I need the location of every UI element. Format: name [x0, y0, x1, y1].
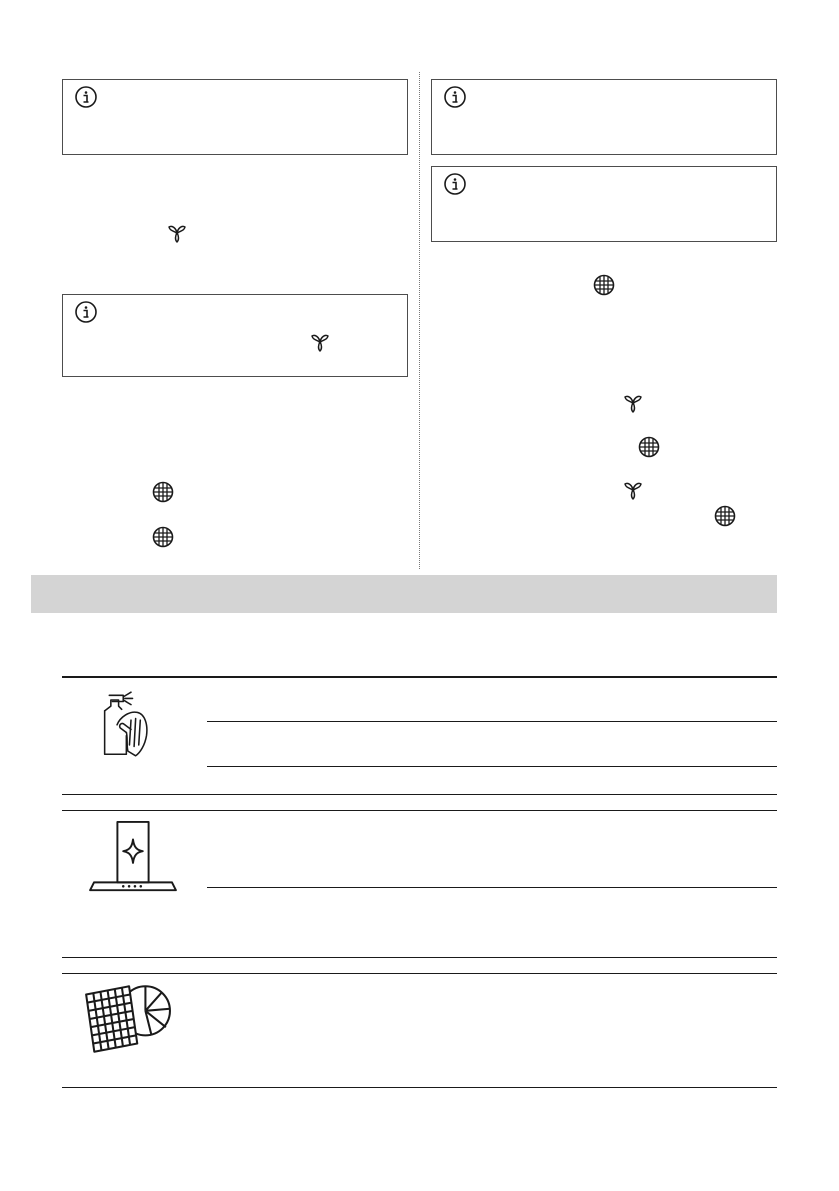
table-row-rule: [62, 973, 777, 974]
info-note-box-4: [431, 166, 777, 242]
table-row-rule: [207, 887, 777, 888]
info-icon: [444, 86, 466, 108]
spray-and-cloth-icon: [100, 680, 162, 768]
cooker-hood-sparkle-icon: [84, 820, 182, 898]
grease-filter-icon: [593, 274, 615, 296]
grease-filter-icon: [638, 436, 660, 458]
fan-icon: [622, 392, 644, 414]
info-note-box-1: [62, 79, 408, 155]
table-row-rule: [207, 721, 777, 722]
grease-filter-icon: [152, 526, 174, 548]
info-icon: [75, 86, 97, 108]
info-note-box-2: [62, 294, 408, 377]
section-header-bar: [31, 575, 777, 613]
fan-icon: [309, 331, 331, 353]
info-icon: [75, 301, 97, 323]
table-row-rule: [207, 766, 777, 767]
table-row-rule: [62, 810, 777, 811]
metal-and-charcoal-filter-icon: [80, 978, 172, 1060]
grease-filter-icon: [714, 505, 736, 527]
grease-filter-icon: [152, 481, 174, 503]
table-row-rule: [62, 957, 777, 958]
info-note-box-3: [431, 79, 777, 155]
fan-icon: [166, 222, 188, 244]
table-top-rule: [62, 676, 777, 678]
info-icon: [444, 173, 466, 195]
table-row-rule: [62, 794, 777, 795]
fan-icon: [622, 479, 644, 501]
column-divider: [419, 72, 420, 569]
table-bottom-rule: [62, 1087, 777, 1088]
